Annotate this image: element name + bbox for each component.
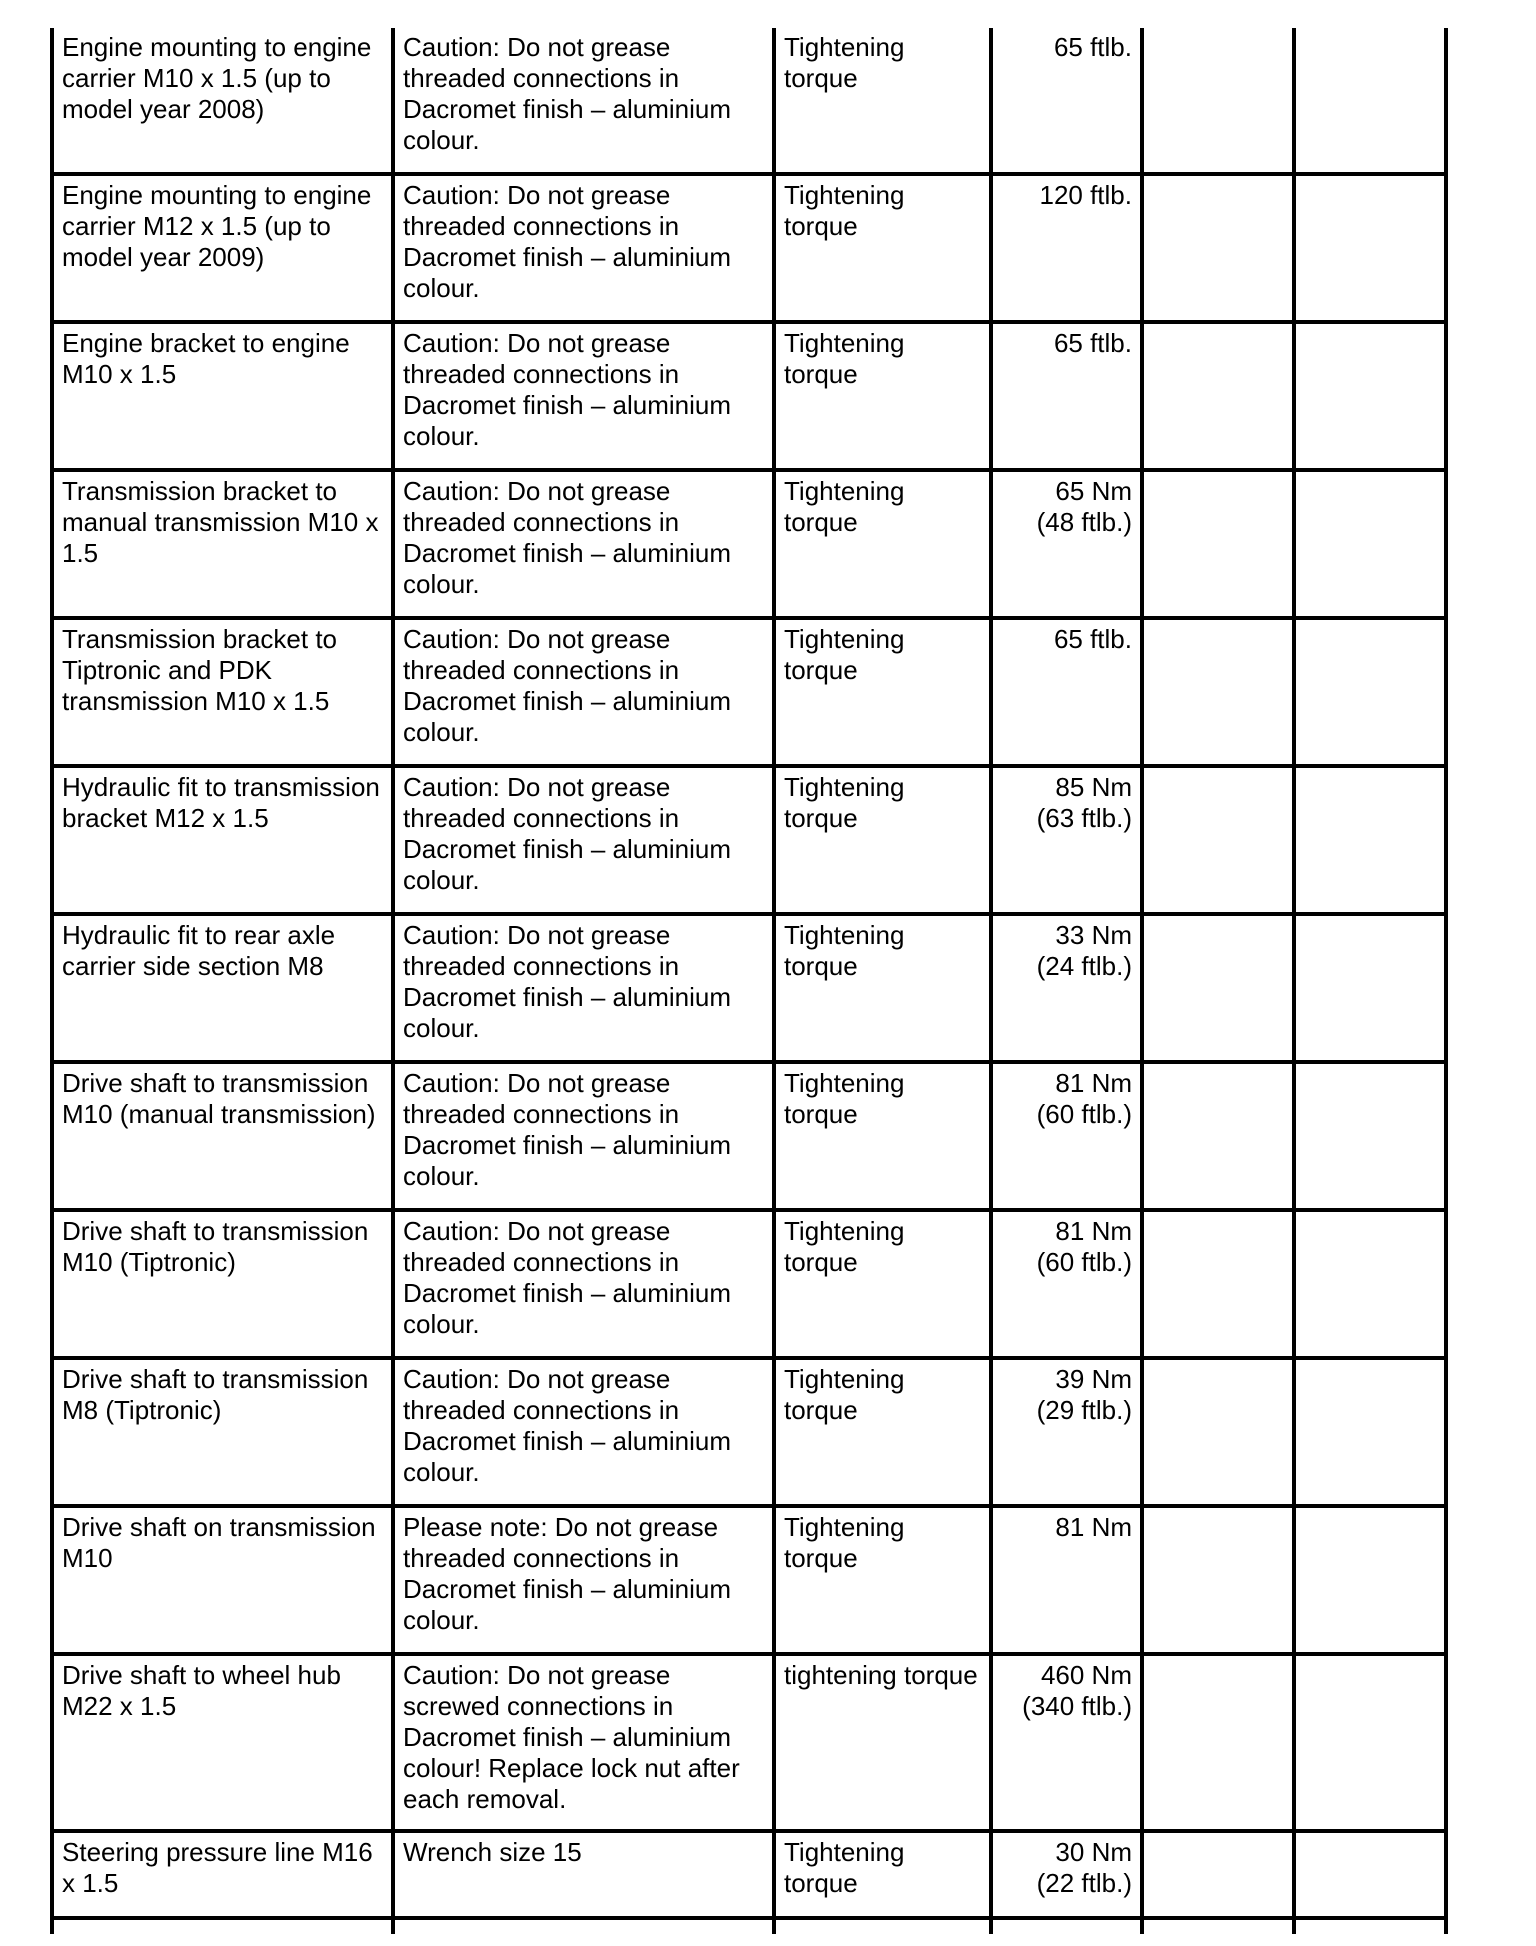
empty-cell: [1294, 1358, 1446, 1506]
type-cell: Tightening torque: [774, 470, 991, 618]
table-row: [52, 322, 1446, 470]
component-cell: Hydraulic fit to rear axle carrier side section M8: [52, 914, 393, 1062]
empty-cell: [1294, 322, 1446, 470]
type-cell: Tightening torque: [774, 322, 991, 470]
component-cell: Drive shaft to transmission M10 (manual transmission): [52, 1062, 393, 1210]
torque-value-cell: 65 ftlb.: [991, 618, 1142, 766]
torque-value-cell: 85 Nm (63 ftlb.): [991, 766, 1142, 914]
table-row-continuation: [52, 1918, 1446, 1934]
empty-cell: [1142, 1918, 1294, 1934]
note-cell: Caution: Do not grease threaded connections in Dacromet finish – aluminium colour.: [393, 470, 774, 618]
torque-value-cell: 120 ftlb.: [991, 174, 1142, 322]
type-cell: tightening torque: [774, 1654, 991, 1831]
component-cell: Drive shaft to transmission M10 (Tiptronic): [52, 1210, 393, 1358]
empty-cell: [1294, 1918, 1446, 1934]
component-cell: Transmission bracket to manual transmission M10 x 1.5: [52, 470, 393, 618]
empty-cell: [1294, 766, 1446, 914]
component-cell: Engine bracket to engine M10 x 1.5: [52, 322, 393, 470]
component-cell: Drive shaft to wheel hub M22 x 1.5: [52, 1654, 393, 1831]
empty-cell: [1142, 1358, 1294, 1506]
torque-value-cell: 65 ftlb.: [991, 28, 1142, 174]
empty-cell: [1142, 1831, 1294, 1918]
empty-cell: [991, 1918, 1142, 1934]
table-row: [52, 470, 1446, 618]
empty-cell: [1294, 1831, 1446, 1918]
table-row: [52, 1062, 1446, 1210]
note-cell: Please note: Do not grease threaded connections in Dacromet finish – aluminium colour.: [393, 1506, 774, 1654]
torque-value-cell: 81 Nm (60 ftlb.): [991, 1210, 1142, 1358]
component-cell: Drive shaft on transmission M10: [52, 1506, 393, 1654]
type-cell: Tightening torque: [774, 1358, 991, 1506]
table-row: [52, 1358, 1446, 1506]
torque-value-cell: 81 Nm (60 ftlb.): [991, 1062, 1142, 1210]
note-cell: Caution: Do not grease threaded connections in Dacromet finish – aluminium colour.: [393, 914, 774, 1062]
torque-value-cell: 460 Nm (340 ftlb.): [991, 1654, 1142, 1831]
type-cell: Tightening torque: [774, 766, 991, 914]
note-cell: Caution: Do not grease threaded connections in Dacromet finish – aluminium colour.: [393, 1210, 774, 1358]
torque-value-cell: 39 Nm (29 ftlb.): [991, 1358, 1142, 1506]
empty-cell: [1294, 470, 1446, 618]
table-row: [52, 914, 1446, 1062]
table-row: [52, 1831, 1446, 1918]
note-cell: Caution: Do not grease threaded connections in Dacromet finish – aluminium colour.: [393, 174, 774, 322]
type-cell: Tightening torque: [774, 618, 991, 766]
table-row: [52, 1654, 1446, 1831]
table-row: [52, 766, 1446, 914]
torque-value-cell: 65 Nm (48 ftlb.): [991, 470, 1142, 618]
empty-cell: [1142, 470, 1294, 618]
type-cell: Tightening torque: [774, 1062, 991, 1210]
tightening-torque-table: [50, 28, 1448, 1934]
note-cell: Wrench size 15: [393, 1831, 774, 1918]
table-row: [52, 28, 1446, 174]
type-cell: Tightening torque: [774, 174, 991, 322]
empty-cell: [1294, 1062, 1446, 1210]
component-cell: Steering pressure line M16 x 1.5: [52, 1831, 393, 1918]
note-cell: Caution: Do not grease screwed connections in Dacromet finish – aluminium colour! Replace lock nut after each removal.: [393, 1654, 774, 1831]
empty-cell: [1142, 1062, 1294, 1210]
empty-cell: [1142, 618, 1294, 766]
note-cell: Caution: Do not grease threaded connections in Dacromet finish – aluminium colour.: [393, 618, 774, 766]
component-cell: Hydraulic fit to transmission bracket M12 x 1.5: [52, 766, 393, 914]
empty-cell: [1294, 914, 1446, 1062]
empty-cell: [1142, 1210, 1294, 1358]
table-row: [52, 1506, 1446, 1654]
empty-cell: [1142, 1654, 1294, 1831]
empty-cell: [1294, 174, 1446, 322]
type-cell: Tightening torque: [774, 1506, 991, 1654]
empty-cell: [1142, 914, 1294, 1062]
torque-value-cell: 33 Nm (24 ftlb.): [991, 914, 1142, 1062]
torque-value-cell: 30 Nm (22 ftlb.): [991, 1831, 1142, 1918]
empty-cell: [1142, 322, 1294, 470]
type-cell: Tightening torque: [774, 1831, 991, 1918]
type-cell: Tightening torque: [774, 28, 991, 174]
note-cell: Caution: Do not grease threaded connections in Dacromet finish – aluminium colour.: [393, 28, 774, 174]
note-cell: Caution: Do not grease threaded connections in Dacromet finish – aluminium colour.: [393, 1358, 774, 1506]
torque-value-cell: 65 ftlb.: [991, 322, 1142, 470]
empty-cell: [774, 1918, 991, 1934]
component-cell: Drive shaft to transmission M8 (Tiptronic): [52, 1358, 393, 1506]
table-row: [52, 174, 1446, 322]
empty-cell: [1142, 766, 1294, 914]
component-cell: Engine mounting to engine carrier M12 x 1.5 (up to model year 2009): [52, 174, 393, 322]
empty-cell: [1294, 1654, 1446, 1831]
note-cell: Caution: Do not grease threaded connections in Dacromet finish – aluminium colour.: [393, 766, 774, 914]
empty-cell: [1294, 618, 1446, 766]
type-cell: Tightening torque: [774, 1210, 991, 1358]
empty-cell: [1142, 174, 1294, 322]
torque-spec-sheet: [50, 28, 1444, 1934]
torque-value-cell: 81 Nm: [991, 1506, 1142, 1654]
type-cell: Tightening torque: [774, 914, 991, 1062]
empty-cell: [52, 1918, 393, 1934]
empty-cell: [1142, 28, 1294, 174]
empty-cell: [1294, 1210, 1446, 1358]
component-cell: Transmission bracket to Tiptronic and PDK transmission M10 x 1.5: [52, 618, 393, 766]
empty-cell: [1294, 28, 1446, 174]
table-row: [52, 618, 1446, 766]
note-cell: Caution: Do not grease threaded connections in Dacromet finish – aluminium colour.: [393, 322, 774, 470]
component-cell: Engine mounting to engine carrier M10 x 1.5 (up to model year 2008): [52, 28, 393, 174]
empty-cell: [1142, 1506, 1294, 1654]
table-row: [52, 1210, 1446, 1358]
empty-cell: [1294, 1506, 1446, 1654]
empty-cell: [393, 1918, 774, 1934]
note-cell: Caution: Do not grease threaded connections in Dacromet finish – aluminium colour.: [393, 1062, 774, 1210]
